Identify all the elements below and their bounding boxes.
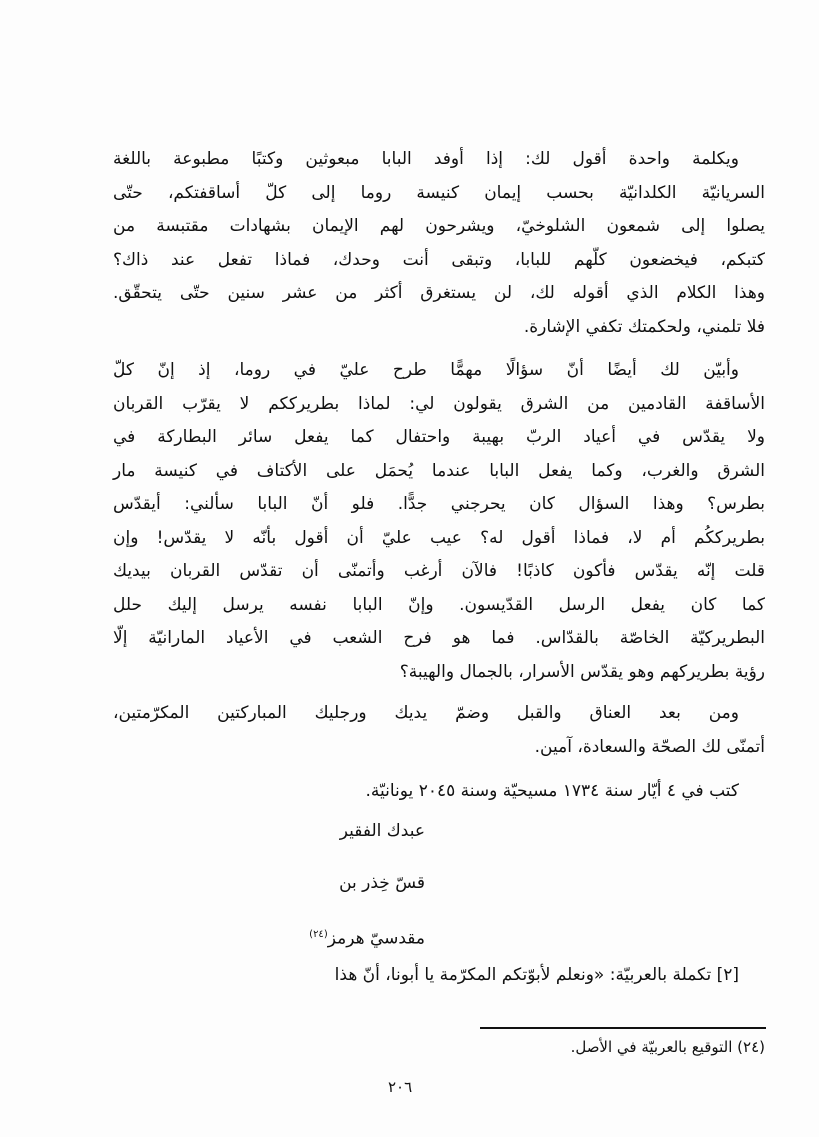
text-line: ويكلمة واحدة أقول لك: إذا أوفد البابا مبعوثين وكتبًا مطبوعة باللغة [113, 149, 739, 169]
signature-line-1: عبدك الفقير [339, 821, 425, 841]
text-line: وأبيّن لك أيضًا أنّ سؤالًا مهمًّا طرح عليّ في روما، إذ إنّ كلّ [113, 360, 739, 380]
signature-line-3 [309, 922, 425, 952]
text-line: قلت إنّه يقدّس فأكون كاذبًا! فالآن أرغب وأتمنّى أن تقدّس القربان بيديك [113, 561, 765, 581]
text-line: يصلوا إلى شمعون الشلوخيّ، ويشرحون لهم الإيمان بشهادات مقتبسة من [113, 216, 765, 236]
date-line: كتب في ٤ أيّار سنة ١٧٣٤ مسيحيّة وسنة ٢٠٤٥ يونانيّة. [365, 781, 739, 801]
text-line: بطرس؟ وهذا السؤال كان يحرجني جدًّا. فلو أنّ البابا سألني: أيقدّس [113, 494, 765, 514]
footnote-divider [480, 1027, 766, 1029]
continuation-line: [٢] تكملة بالعربيّة: «ونعلم لأبوّتكم المكرّمة يا أبونا، أنّ هذا [334, 965, 739, 985]
text-line: الأساقفة القادمين من الشرق يقولون لي: لماذا بطريرككم لا يقرّب القربان [113, 393, 765, 414]
text-line: رؤية بطريركهم وهو يقدّس الأسرار، بالجمال والهيبة؟ [399, 661, 765, 682]
text-line: السريانيّة الكلدانيّة بحسب إيمان كنيسة روما إلى كلّ أساقفتكم، حتّى [113, 182, 765, 203]
text-line: أتمنّى لك الصحّة والسعادة، آمين. [534, 737, 765, 757]
text-line: كتبكم، فيخضعون كلّهم للبابا، وتبقى أنت وحدك، فماذا تفعل عند ذاك؟ [113, 249, 765, 270]
text-line: كما كان يفعل الرسل القدّيسون. وإنّ البابا نفسه يرسل إليك حلل [113, 594, 765, 615]
page-number: ٢٠٦ [388, 1078, 413, 1096]
footnote-ref: (٢٤) [309, 929, 328, 940]
text-line: فلا تلمني، ولحكمتك تكفي الإشارة. [523, 316, 765, 337]
text-line: ومن بعد العناق والقبل وضمّ يديك ورجليك المباركتين المكرّمتين، [113, 703, 739, 723]
text-line: البطريركيّة الخاصّة بالقدّاس. فما هو فرح الشعب في الأعياد المارانيّة إلّا [113, 628, 765, 648]
text-line: وهذا الكلام الذي أقوله لك، لن يستغرق أكثر من عشر سنين حتّى يتحقّق. [113, 283, 765, 303]
text-line: الشرق والغرب، وكما يفعل البابا عندما يُحمَل على الأكتاف في كنيسة مار [113, 460, 765, 481]
footnote: (٢٤) التوقيع بالعربيّة في الأصل. [570, 1038, 765, 1056]
text-line: بطريرككُم أم لا، فماذا أقول له؟ عيب عليّ أن أقول بأنّه لا يقدّس! وإن [113, 527, 765, 548]
signature-line-2: قسّ خِذر بن [339, 873, 425, 893]
signature-name: مقدسيّ هرمز [327, 928, 425, 949]
text-line: ولا يقدّس في أعياد الربّ بهيبة واحتفال كما يفعل سائر البطاركة في [113, 427, 765, 447]
